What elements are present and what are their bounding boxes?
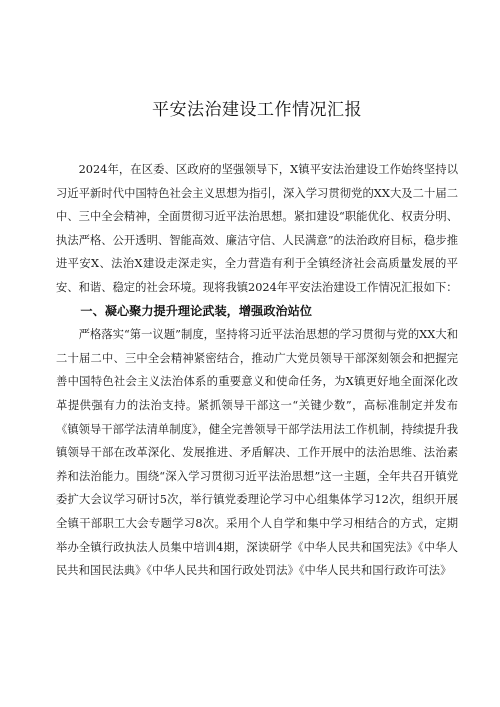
document-title: 平安法治建设工作情况汇报	[152, 100, 362, 120]
intro-paragraph: 2024年，在区委、区政府的坚强领导下，X镇平安法治建设工作始终坚持以习近平新时代中国特色社会主义思想为指引，深入学习贯彻党的XX大及二十届二中、三中全会精神，全面贯彻习近平法治思想。紧扣建设“职能优化、权责分明、执法严格、公开透明、智能高效、廉洁守信、人民满意”的法治政府目标，稳步推进平安X、法治X建设走深走实，全力营造有利于全镇经济社会高质量发展的平安、和谐、稳定的社会环境。现将我镇2024年平安法治建设工作情况汇报如下：	[56, 163, 458, 294]
section-1-paragraph: 严格落实“第一议题”制度，坚持将习近平法治思想的学习贯彻与党的XX大和二十届二中、三中全会精神紧密结合，推动广大党员领导干部深刻领会和把握完善中国特色社会主义法治体系的重要意义和使命任务，为X镇更好地全面深化改革提供强有力的法治支持。紧抓领导干部这一“关键少数”，高标准制定并发布《镇领导干部学法清单制度》，健全完善领导干部学法用法工作机制，持续提升我镇领导干部在改革深化、发展推进、矛盾解决、工作开展中的法治思维、法治素养和法治能力。围绕“深入学习贯彻习近平法治思想”这一主题，全年共召开镇党委扩大会议学习研讨5次，举行镇党委理论学习中心组集体学习12次，组织开展全镇干部职工大会专题学习8次。采用个人自学和集中学习相结合的方式，定期举办全镇行政执法人员集中培训4期，深读研学《中华人民共和国宪法》《中华人民共和国民法典》《中华人民共和国行政处罚法》《中华人民共和国行政许可法》	[56, 328, 458, 578]
section-heading-1: 一、凝心聚力提升理论武装，增强政治站位	[80, 303, 312, 318]
